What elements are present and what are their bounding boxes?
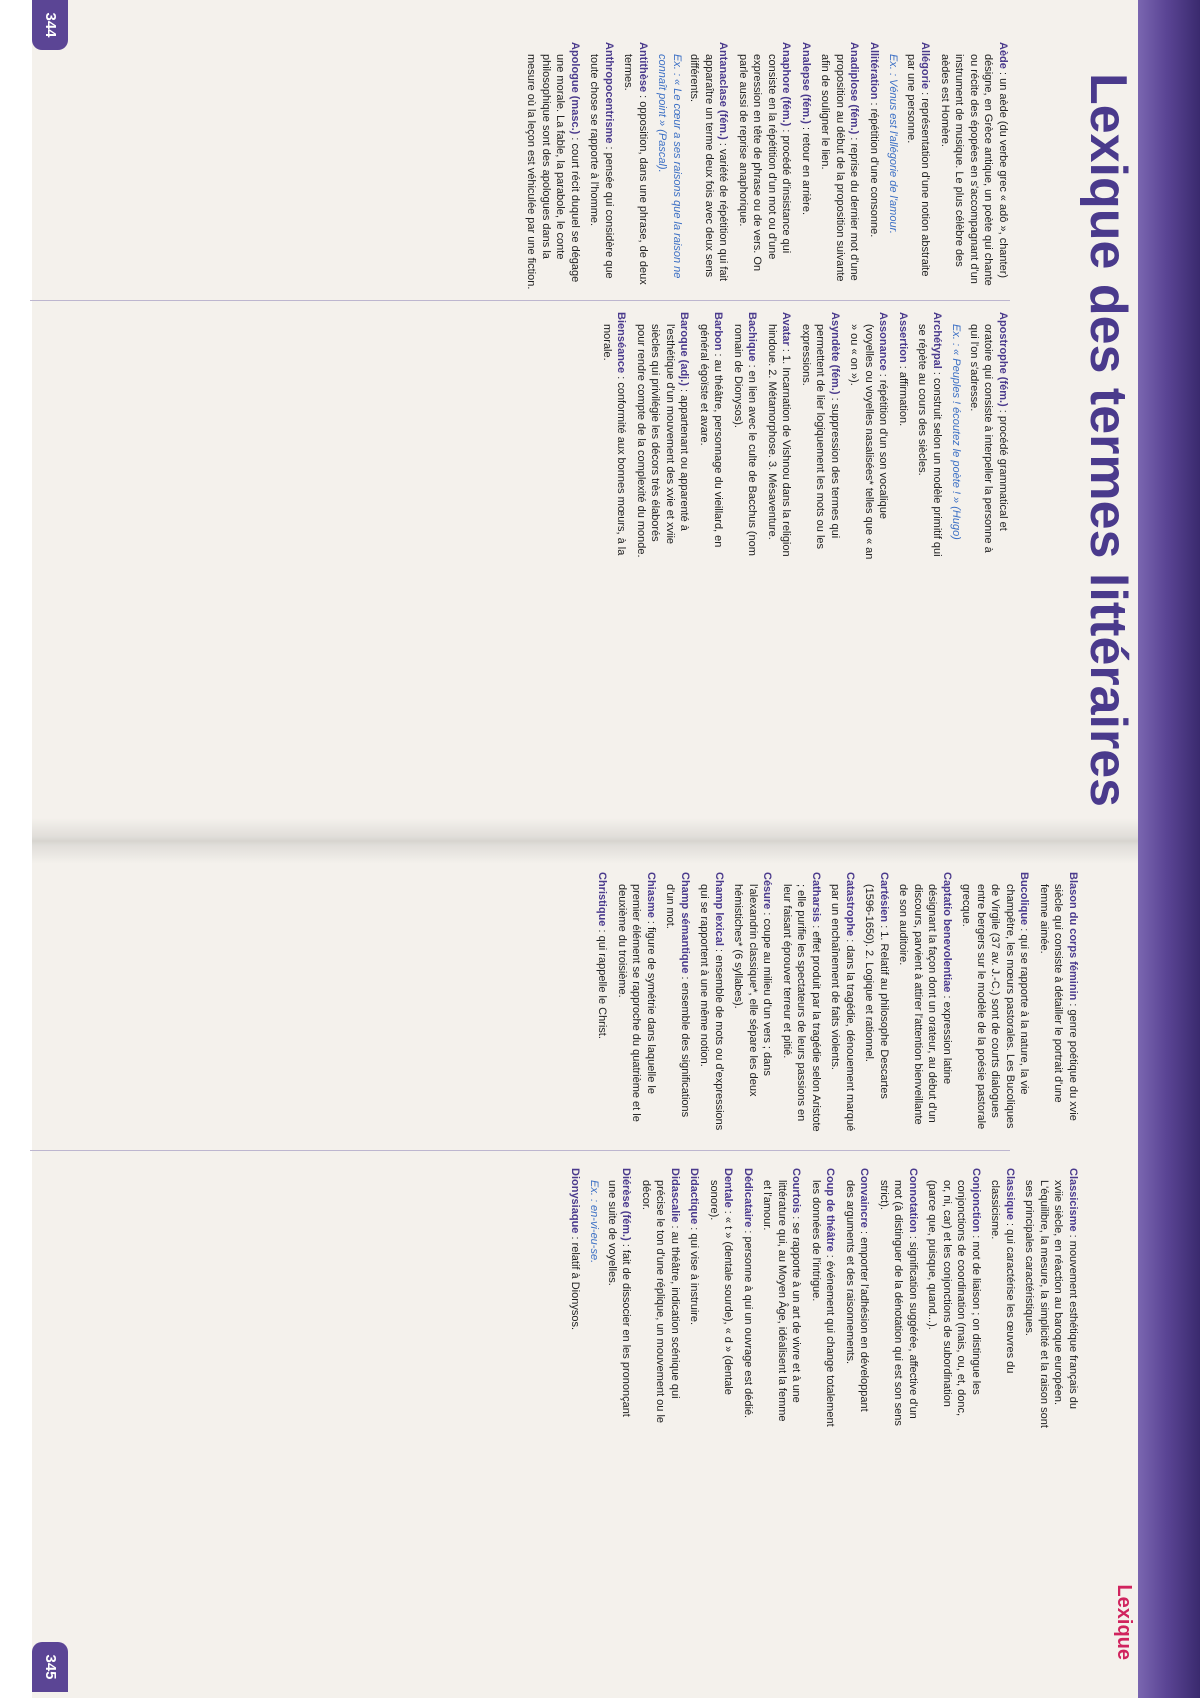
entry-term: Analepse (fém.) (799, 42, 812, 124)
entry-term: Cartésien (877, 872, 890, 923)
entry-definition: : court récit duquel se dégage une morale. La fable, la parabole, le conte philosophique sont des apologues dans la mesure où la leçon est véhiculée par une fiction. (525, 54, 581, 290)
entry-definition: : reprise du dernier mot d'une proposition au début de la proposition suivante afin de souligner le lien. (819, 54, 861, 282)
entry-definition: : qui vise à instruire. (688, 1224, 701, 1326)
entry-definition: : répétition d'une consonne. (867, 99, 880, 238)
page-number-left: 344 (32, 0, 68, 50)
glossary-entry (959, 872, 1032, 1132)
entry-term: Allégorie (919, 42, 932, 90)
glossary-entry (866, 42, 881, 292)
glossary-column-1 (519, 42, 1010, 292)
running-head: Lexique (1113, 1584, 1135, 1660)
glossary-column-4 (562, 1168, 1080, 1430)
entry-term: Champ sémantique (678, 872, 691, 974)
entry-definition: : qui rappelle le Christ. (596, 926, 609, 1039)
entry-definition: : fait de dissocier en les prononçant une suite de voyelles. (605, 1180, 633, 1417)
glossary-entry (696, 312, 725, 564)
entry-term: Courtois (790, 1168, 803, 1214)
entry-definition: : genre poétique du xvie siècle qui consiste à détailler le portrait d'une femme aimée. (1037, 884, 1079, 1121)
glossary-entry (621, 42, 650, 292)
glossary-entry (524, 42, 582, 292)
entry-definition: : ensemble de mots ou d'expressions qui se rapportent à une même notion. (698, 884, 725, 1131)
entry-term: Dédicataire (741, 1168, 754, 1228)
entry-definition: : appartenant ou apparenté à l'esthétique d'un mouvement des xvie et xviie siècles qui privilégie les décors très élaborés pour rendre compte de la complexité du monde. (634, 324, 691, 558)
entry-definition: : expression latine désignant la façon dont un orateur, au début d'un discours, parvient à attirer l'attention bienveillante de son auditoire. (897, 884, 953, 1125)
entry-definition: : conformité aux bonnes mœurs, à la morale. (600, 324, 628, 556)
entry-term: Archétypal (930, 312, 943, 369)
glossary-entry (614, 872, 658, 1132)
glossary-entry (735, 42, 793, 292)
entry-definition: : représentation d'une notion abstraite par une personne. (904, 54, 932, 277)
glossary-entry (862, 872, 891, 1132)
entry-term: Dentale (722, 1168, 735, 1208)
entry-definition: : 1. Relatif au philosophe Descartes (1596-1650). 2. Logique et rationnel. (863, 884, 890, 1099)
entry-definition: : qui caractérise les œuvres du classicisme. (989, 1180, 1016, 1374)
entry-definition: : mot de liaison ; on distingue les conjonctions de coordination (mais, ou, et, donc, or, ni, car) et les conjonctions de subordination (parce que, puisque, quand...). (926, 1180, 982, 1417)
entry-term: Assertion (896, 312, 909, 363)
glossary-entry (740, 1168, 755, 1430)
glossary-entry (847, 312, 891, 564)
book-gutter (30, 818, 1138, 864)
entry-definition: Ex. : « Peuples ! écoutez le poète ! » (Hugo) (950, 324, 963, 540)
entry-definition: : signification suggérée, affective d'un mot (à distinguer de la dénotation qui est son sens strict). (877, 1180, 919, 1426)
entry-term: Conjonction (969, 1168, 982, 1233)
entry-term: Catharsis (809, 872, 822, 923)
entry-definition: : événement qui change totalement les données de l'intrigue. (809, 1180, 837, 1427)
glossary-entry (896, 872, 954, 1132)
header-band (1138, 0, 1200, 1698)
entry-term: Allitération (867, 42, 880, 100)
glossary-entry (760, 1168, 804, 1430)
glossary-entry (687, 1168, 702, 1430)
glossary-entry (730, 312, 759, 564)
entry-term: Chiasme (644, 872, 657, 918)
glossary-entry (1036, 872, 1080, 1132)
glossary-entry (779, 872, 823, 1132)
entry-definition: : relatif à Dionysos. (568, 1233, 581, 1330)
entry-term: Catastrophe (843, 872, 856, 937)
glossary-entry (1022, 1168, 1080, 1430)
entry-definition: : affirmation. (896, 362, 909, 427)
column-rule (30, 1150, 1010, 1151)
entry-term: Diérèse (fém.) (620, 1168, 633, 1241)
entry-term: Antanaclase (fém.) (717, 42, 730, 140)
entry-term: Anaphore (fém.) (780, 42, 793, 127)
glossary-column-2 (594, 312, 1010, 564)
glossary-entry (687, 42, 731, 292)
entry-definition: : au théâtre, personnage du vieillard, en général égoïste et avare. (697, 324, 725, 548)
glossary-column-3 (590, 872, 1080, 1132)
entry-term: Barbon (712, 312, 725, 351)
glossary-entry (925, 1168, 983, 1430)
entry-definition: : retour en arrière. (799, 123, 812, 216)
entry-term: Didascalie (668, 1168, 681, 1223)
entry-term: Champ lexical (712, 872, 725, 946)
entry-term: Bienséance (615, 312, 628, 374)
entry-definition: Ex. : en-vi-eu-se. (588, 1180, 601, 1264)
entry-definition: : un aède (du verbe grec « adô », chanter) désigne, en Grèce antique, un poète qui chante ou récite des épopées en s'accompagnant d'un instrument de musique. Le plus célèbre des aèdes est Homère. (938, 54, 1009, 286)
entry-term: Asyndète (fém.) (828, 312, 841, 395)
page-edge (0, 0, 32, 1698)
page-number-right: 345 (32, 1642, 68, 1692)
entry-term: Didactique (688, 1168, 701, 1225)
glossary-entry (895, 312, 910, 564)
glossary-entry (595, 872, 610, 1132)
entry-term: Blason du corps féminin (1067, 872, 1079, 1001)
entry-definition: : « t » (dentale sourde), « d » (dentale sonore). (707, 1180, 735, 1395)
entry-term: Coup de théâtre (824, 1168, 837, 1252)
glossary-entry (988, 1168, 1017, 1430)
entry-definition: : variété de répétition qui fait apparaître un terme deux fois avec deux sens différents. (688, 54, 730, 282)
page-title: Lexique des termes littéraires (1079, 72, 1137, 808)
glossary-entry (731, 872, 775, 1132)
entry-definition: : pensée qui considère que toute chose se rapporte à l'homme. (588, 54, 615, 279)
entry-example (949, 312, 964, 564)
glossary-entry (706, 1168, 735, 1430)
entry-definition: : coupe au milieu d'un vers ; dans l'alexandrin classique*, elle sépare les deux hémistiches* (6 syllabes). (732, 884, 774, 1097)
glossary-entry (937, 42, 1010, 292)
entry-term: Aède (997, 42, 1009, 69)
entry-term: Apologue (masc.) (568, 42, 581, 135)
entry-term: Anthropocentrisme (602, 42, 615, 144)
entry-definition: Ex. : « Le cœur a ses raisons que la raison ne connaît point » (Pascal). (656, 54, 683, 279)
glossary-entry (764, 312, 793, 564)
entry-term: Césure (761, 872, 774, 910)
entry-term: Avatar (780, 312, 793, 346)
entry-term: Dionysiaque (568, 1168, 581, 1234)
entry-definition: Ex. : Vénus est l'allégorie de l'amour. (887, 54, 900, 234)
glossary-entry (842, 1168, 871, 1430)
glossary-entry (599, 312, 628, 564)
glossary-entry (818, 42, 862, 292)
entry-term: Bachique (746, 312, 759, 362)
entry-term: Assonance (877, 312, 890, 371)
entry-definition: : figure de symétrie dans laquelle le premier élément se rapproche du quatrième et le deuxième du troisième. (615, 884, 657, 1122)
entry-example (587, 1168, 602, 1430)
entry-definition: : mouvement esthétique français du xviie siècle, en réaction au baroque européen. L'équilibre, la mesure, la simplicité et la raison sont ses principales caractéristiques. (1023, 1180, 1079, 1428)
entry-definition: : répétition d'un son vocalique (voyelles ou voyelles nasalisées* telles que « an » ou « on »). (848, 324, 890, 560)
entry-term: Anadiplose (fém.) (848, 42, 861, 135)
glossary-entry (798, 42, 813, 292)
entry-term: Antithèse (636, 42, 649, 93)
glossary-entry (798, 312, 842, 564)
entry-definition: : en lien avec le culte de Bacchus (nom romain de Dionysos). (731, 324, 759, 556)
glossary-entry (567, 1168, 582, 1430)
entry-term: Classique (1003, 1168, 1016, 1220)
glossary-entry (587, 42, 616, 292)
entry-term: Captatio benevolentiae (940, 872, 953, 993)
entry-definition: : dans la tragédie, dénouement marqué par un enchaînement de faits violents. (829, 884, 856, 1132)
entry-example (655, 42, 684, 292)
entry-term: Classicisme (1067, 1168, 1079, 1232)
entry-definition: : emporter l'adhésion en développant des arguments et des raisonnements. (843, 1180, 871, 1412)
glossary-entry (915, 312, 944, 564)
entry-definition: : procédé grammatical et oratoire qui consiste à interpeller la personne à qui l'on s'adresse. (967, 324, 1009, 553)
glossary-entry (604, 1168, 633, 1430)
glossary-entry (966, 312, 1010, 564)
entry-definition: : qui se rapporte à la nature, la vie champêtre, les mœurs pastorales. Les Bucoliques de Virgile (37 av. J.-C.) sont de courts dialogues entre bergers sur le modèle de la poésie pastorale grecque. (960, 884, 1031, 1130)
entry-term: Christique (596, 872, 609, 927)
column-rule (30, 300, 1010, 301)
entry-definition: : au théâtre, indication scénique qui précise le ton d'une réplique, un mouvement ou le décor. (639, 1180, 681, 1424)
entry-definition: : opposition, dans une phrase, de deux termes. (622, 54, 649, 285)
entry-definition: : se rapporte à un art de vivre et à une littérature qui, au Moyen Âge, idéalisent la femme et l'amour. (761, 1180, 803, 1422)
entry-definition: : 1. Incarnation de Vishnou dans la religion hindoue. 2. Métamorphose. 3. Mésaventure. (765, 324, 793, 557)
entry-example (886, 42, 901, 292)
entry-definition: : effet produit par la tragédie selon Aristote ; elle purifie les spectateurs de leurs passions en leur faisant éprouver terreur et pitié. (780, 884, 822, 1132)
entry-term: Connotation (906, 1168, 919, 1233)
entry-definition: : procédé d'insistance qui consiste en la répétition d'un mot ou d'une expression en tête de phrase ou de vers. On parle aussi de reprise anaphorique. (736, 54, 793, 272)
entry-definition: : personne à qui un ouvrage est dédié. (741, 1227, 754, 1419)
entry-term: Apostrophe (fém.) (997, 312, 1009, 407)
glossary-entry (638, 1168, 682, 1430)
entry-term: Bucolique (1018, 872, 1031, 926)
glossary-entry (633, 312, 691, 564)
glossary-entry (876, 1168, 920, 1430)
glossary-entry (663, 872, 692, 1132)
entry-definition: : ensemble des significations d'un mot. (664, 884, 691, 1118)
entry-term: Convaincre (858, 1168, 871, 1228)
glossary-entry (903, 42, 932, 292)
entry-definition: : suppression des termes qui permettent de lier logiquement les mots ou les expressions. (799, 324, 841, 550)
glossary-entry (808, 1168, 837, 1430)
glossary-entry (828, 872, 857, 1132)
entry-term: Baroque (adj.) (678, 312, 691, 386)
glossary-entry (697, 872, 726, 1132)
entry-definition: : construit selon un modèle primitif qui se répète au cours des siècles. (916, 324, 943, 557)
